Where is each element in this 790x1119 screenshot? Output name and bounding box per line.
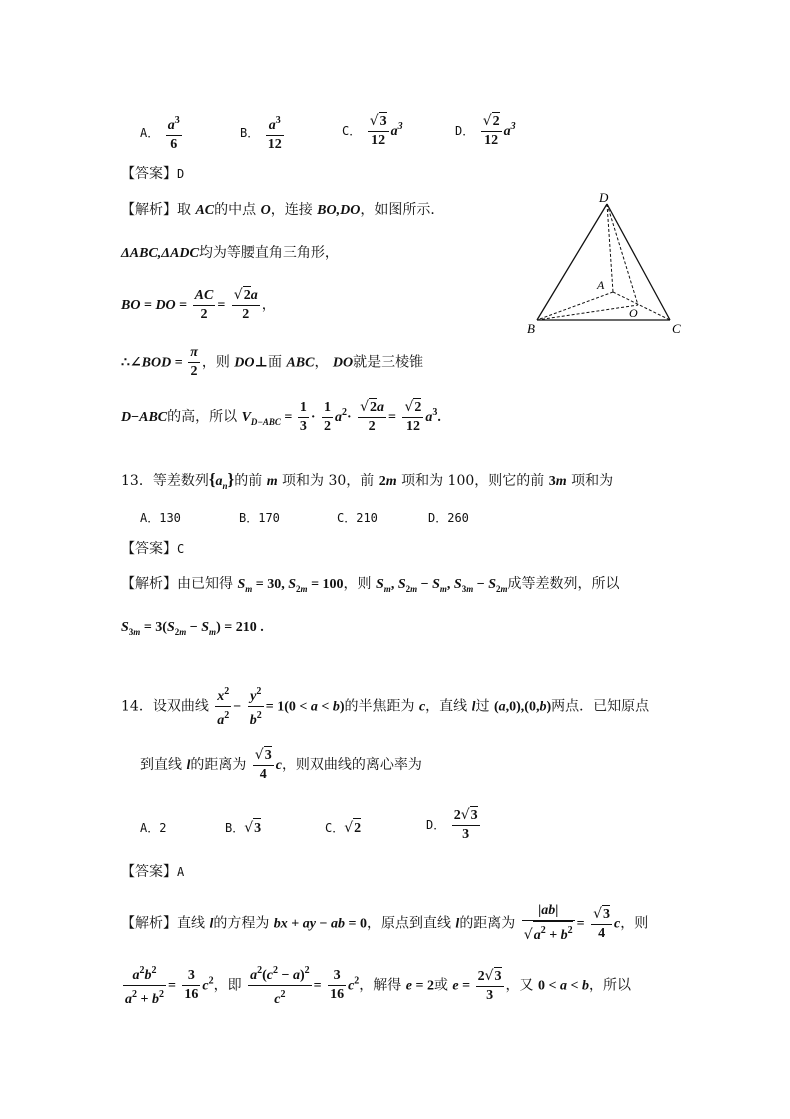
text: 项和为 100，则它的前	[401, 473, 545, 489]
q13-answer	[121, 539, 184, 559]
analysis-label: 【解析】	[121, 202, 177, 218]
math-triangles: ΔABC,ΔADC	[121, 246, 199, 261]
frac-sqrt3-4: $\frac{√3}{4}$	[254, 747, 272, 782]
text: 14．设双曲线	[121, 698, 209, 715]
q12-option-c-label: C．	[342, 124, 362, 138]
q14-stem-line2: 到直线 l的距离为 $\frac{√3}{4}$ c，则双曲线的离心率为	[140, 747, 422, 782]
answer-value: C	[177, 542, 185, 556]
text: 由已知得	[177, 576, 233, 592]
frac-sqrt2a-2: $\frac{√2a}{2}$	[233, 287, 258, 322]
frac-sqrt3-4b: $\frac{√3}{4}$	[593, 905, 611, 941]
edge-da	[607, 204, 613, 292]
frac-1-3: $\frac{1}{3}$	[299, 399, 307, 434]
text: 到直线	[140, 757, 182, 773]
frac-sqrt2-12: $\frac{√2}{12}$	[404, 399, 422, 434]
q12-analysis-line3: BO = DO = $\frac{AC}{2}$ = $\frac{√2a}{2}$ ，	[121, 287, 276, 322]
text: 的距离为	[459, 915, 516, 932]
q13-stem: 13．等差数列$\{a_n\}$的前 m 项和为 30，前 2m 项和为 100，则它的前 3m 项和为	[121, 470, 614, 491]
q14-option-d	[426, 806, 482, 844]
text: 项和为	[571, 473, 614, 489]
q12-option-b-label: B．	[240, 126, 260, 140]
text: 项和为 30，前	[282, 473, 375, 489]
frac-a2b2: $\frac{a^2b^2}{a^2 + b^2}$	[123, 962, 166, 1009]
q14-analysis-line1: 【解析】直线 l的方程为 bx + ay − ab = 0，原点到直线 l的距离为 $\frac{|ab|}{√a^2 + b^2}$ = $\frac{√3}{4}$ c，则	[121, 903, 649, 943]
q13-analysis-line1: 【解析】由已知得 $S_m = 30$, $S_{2m} = 100$，则 $S_m$, $S_{2m} - S_m$, $S_{3m} - S_{2m}$成等差数列，所以	[121, 576, 620, 594]
q12-option-b-value: $\frac{a^3}{12}$	[266, 112, 284, 154]
frac-ac-2: $\frac{AC}{2}$	[194, 287, 214, 322]
answer-label: 【答案】	[121, 864, 177, 880]
q13-option-b: B．170	[239, 511, 280, 525]
frac-1-2: $\frac{1}{2}$	[324, 399, 331, 434]
q12-option-d: D． $\frac{√2}{12}$ $a^3$	[455, 113, 516, 148]
q14-option-c: C．√2	[325, 818, 361, 839]
frac-y2-b2: $\frac{y^2}{b^2}$	[248, 683, 264, 730]
q12-option-a-label: A．	[140, 126, 160, 140]
answer-label: 【答案】	[121, 166, 177, 182]
text: 直线	[177, 915, 205, 932]
math-ac: AC	[195, 203, 215, 218]
edge-dc	[607, 204, 670, 320]
text: ，则双曲线的离心率为	[281, 757, 422, 773]
q12-option-d-value: $\frac{√2}{12}$	[482, 113, 500, 148]
q12-answer	[121, 164, 184, 184]
q12-analysis-line5: D−ABC的高，所以 $V_{D-ABC}$ = $\frac{1}{3}$ · $\frac{1}{2}$ $a^2\cdot$ $\frac{√2a}{2}$ = $\frac{√2}{12}$ $a^3$.	[121, 399, 441, 434]
edge-do	[607, 204, 638, 305]
q13-option-c: C．210	[337, 511, 378, 525]
frac-2sqrt3-3: $\frac{2√3}{3}$	[453, 807, 478, 842]
answer-value: A	[177, 865, 185, 879]
text: ，直线	[425, 698, 468, 715]
text: ，即	[213, 977, 242, 994]
math-bo-eq: BO	[121, 298, 141, 313]
frac-ab-sqrt: $\frac{|ab|}{√a^2 + b^2}$	[523, 903, 573, 943]
text: ，解得	[359, 977, 402, 994]
label-d: D	[599, 190, 609, 205]
text: 成等差数列，所以	[507, 576, 620, 592]
math-o: O	[260, 203, 271, 218]
edge-ab	[537, 292, 613, 320]
text: 两点．已知原点	[551, 698, 650, 715]
frac-sqrt2a-2b: $\frac{√2a}{2}$	[360, 399, 385, 434]
edge-db	[537, 204, 607, 320]
label-o: O	[629, 306, 638, 320]
q13-option-d: D．260	[428, 511, 469, 525]
q14-answer	[121, 862, 184, 882]
q12-analysis-line4: ∴∠BOD = $\frac{\pi}{2}$ ，则 DO⊥面 ABC， DO就是三棱锥	[121, 345, 424, 379]
text: 就是三棱锥	[353, 354, 424, 371]
text: ，所以	[588, 977, 631, 994]
text: 取	[177, 202, 191, 218]
text: ，又	[505, 977, 534, 994]
text: 的中点	[214, 202, 257, 218]
q12-option-a-value: $\frac{a^3}{6}$	[166, 112, 182, 154]
q12-analysis-line1	[121, 200, 444, 221]
text: 或	[433, 977, 448, 994]
text: ，	[314, 354, 329, 371]
frac-pi-2: $\frac{\pi}{2}$	[190, 345, 198, 379]
q12-option-b	[240, 112, 286, 154]
analysis-label: 【解析】	[121, 915, 177, 932]
q14-stem-line1: 14．设双曲线 $\frac{x^2}{a^2}$ − $\frac{y^2}{b^2}$ = 1(0 < a < b)的半焦距为 c，直线 l过 (a,0),(0,b)两点．已知原点	[121, 683, 649, 730]
answer-label: 【答案】	[121, 541, 177, 557]
text: 的方程为	[213, 915, 270, 932]
text: 的半焦距为	[344, 698, 415, 715]
frac-a2c2: $\frac{a^2(c^2 - a)^2}{c^2}$	[248, 962, 312, 1009]
q12-option-c: C． $\frac{√3}{12}$ $a^3$	[342, 113, 403, 148]
frac-2sqrt3-3b: $\frac{2√3}{3}$	[477, 967, 502, 1003]
text: 均为等腰直角三角形，	[198, 245, 339, 261]
text: ，则	[201, 354, 230, 371]
pyramid-figure	[525, 190, 690, 340]
answer-value: D	[177, 167, 185, 181]
text: 过	[475, 698, 490, 715]
math-bo-do: BO,DO	[317, 203, 361, 218]
frac-x2-a2: $\frac{x^2}{a^2}$	[215, 683, 231, 730]
q14-option-b: B．√3	[225, 818, 261, 839]
q14-option-d-label: D．	[426, 818, 446, 832]
label-c: C	[672, 321, 681, 336]
frac-3-16: $\frac{3}{16}$	[184, 968, 199, 1002]
edge-bo	[537, 305, 638, 320]
q14-option-a: A．2	[140, 821, 167, 835]
label-b: B	[527, 321, 535, 336]
label-a: A	[597, 278, 605, 292]
text: ，如图所示．	[360, 202, 445, 218]
text: ，则	[620, 915, 649, 932]
q13-option-a: A．130	[140, 511, 181, 525]
text: ，则	[343, 576, 372, 592]
text: 13．等差数列	[121, 473, 209, 489]
q12-option-d-label: D．	[455, 124, 475, 138]
analysis-label: 【解析】	[121, 576, 177, 592]
q12-analysis-line2	[121, 243, 339, 264]
q14-analysis-line2: $\frac{a^2b^2}{a^2 + b^2}$ = $\frac{3}{16}$ $c^2$，即 $\frac{a^2(c^2 - a)^2}{c^2}$ = $\frac{3}{16}$ $c^2$，解得 e = 2或 e = $\frac{2√3}{3}$ ，又 0 < a < b，所以	[121, 962, 631, 1009]
frac-3-16b: $\frac{3}{16}$	[330, 968, 345, 1002]
text: 面	[267, 354, 282, 371]
q12-options	[140, 112, 184, 154]
q14-option-b-label: B．	[225, 821, 245, 835]
edge-ac	[613, 292, 670, 320]
text: 的距离为	[190, 757, 247, 773]
q14-option-c-label: C．	[325, 821, 345, 835]
text: ，连接	[270, 202, 313, 218]
text: 的前	[234, 473, 263, 489]
q13-analysis-line2: $S_{3m} = 3(S_{2m} - S_m) = 210$ .	[121, 620, 264, 637]
text: ，原点到直线	[366, 915, 451, 932]
q12-option-c-value: $\frac{√3}{12}$	[369, 113, 387, 148]
text: 的高，所以	[167, 409, 238, 425]
